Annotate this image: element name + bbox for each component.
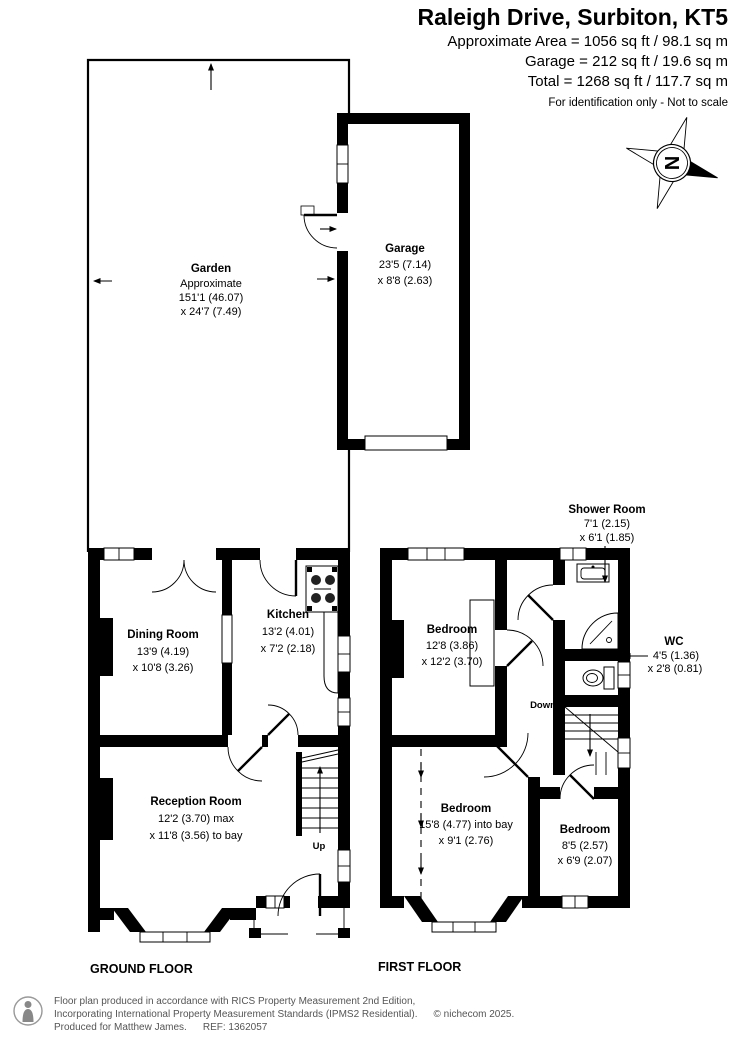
garden-dim-2: x 24'7 (7.49) (180, 306, 242, 318)
garage-dim-2: x 8'8 (2.63) (377, 275, 433, 287)
kitchen-garden-door (260, 560, 296, 596)
middle-wall (100, 735, 338, 747)
wc-window (618, 662, 630, 688)
footer-standards: Incorporating International Property Measurement Standards (IPMS2 Residential). (54, 1009, 418, 1020)
chimney-breast-reception (100, 778, 113, 840)
wc-label: WC (664, 636, 684, 648)
bedroom2-dim-2: x 9'1 (2.76) (438, 835, 494, 847)
garage-dim-1: 23'5 (7.14) (378, 259, 432, 271)
reception-bay-window (112, 908, 238, 942)
dining-room-dim-1: 13'9 (4.19) (136, 646, 190, 658)
dining-top-window (104, 548, 134, 560)
garden-approx: Approximate (180, 278, 242, 290)
compass-icon (612, 103, 733, 224)
shower-room-door (518, 585, 553, 620)
reception-door (228, 747, 262, 781)
stairs-down (530, 700, 618, 775)
wc-dim-2: x 2'8 (0.81) (647, 663, 703, 675)
toilet (583, 667, 614, 689)
bedroom3-door (560, 765, 594, 799)
french-doors (152, 560, 216, 592)
kitchen-hall-door (268, 705, 298, 735)
bedroom1-dim-1: 12'8 (3.86) (425, 640, 479, 652)
chimney-breast-bedroom1 (392, 620, 404, 678)
landing-wall-lower (495, 666, 507, 747)
garage-window (337, 145, 348, 183)
up-label: Up (312, 841, 326, 852)
kitchen-dim-2: x 7'2 (2.18) (260, 643, 316, 655)
kitchen-window-1 (338, 636, 350, 672)
shower-room-dim-2: x 6'1 (1.85) (579, 532, 635, 544)
bedroom1-window (408, 548, 464, 560)
wc-stairs-wall (565, 695, 630, 707)
total-area-line: Total = 1268 sq ft / 117.7 sq m (527, 73, 728, 90)
bedroom3-label: Bedroom (559, 824, 611, 836)
footer-line-3 (54, 1021, 514, 1034)
garden (88, 60, 349, 552)
bedroom1-label: Bedroom (426, 624, 478, 636)
stove (306, 566, 338, 612)
garage-door (365, 436, 447, 450)
kitchen-dim-1: 13'2 (4.01) (261, 626, 315, 638)
bedroom1-dim-2: x 12'2 (3.70) (421, 656, 483, 668)
shower-room-dim-1: 7'1 (2.15) (583, 518, 631, 530)
porch (249, 908, 350, 938)
first-floor-label: FIRST FLOOR (378, 960, 462, 974)
chimney-breast-dining (100, 618, 113, 676)
landing-right-wall (553, 649, 565, 775)
serving-hatch (222, 615, 232, 663)
bedroom2-dim-1: 15'8 (4.77) into bay (419, 819, 513, 831)
garage-area-line: Garage = 212 sq ft / 19.6 sq m (524, 53, 728, 70)
kitchen-label: Kitchen (266, 609, 310, 621)
bedroom3-window (562, 896, 588, 908)
kitchen-window-2 (338, 698, 350, 726)
kitchen-counter (324, 612, 338, 693)
reception-dim-1: 12'2 (3.70) max (157, 813, 235, 825)
shower-room-label: Shower Room (568, 504, 646, 516)
hall-front-window (266, 896, 284, 908)
shower (582, 613, 618, 649)
footer-line-2 (54, 1008, 514, 1021)
down-label: Down (530, 700, 556, 711)
bedroom1-door (507, 630, 543, 666)
reception-room-label: Reception Room (150, 796, 242, 808)
footer-text (54, 995, 514, 1034)
dining-room-dim-2: x 10'8 (3.26) (132, 662, 194, 674)
sink (577, 564, 609, 582)
garden-label: Garden (190, 263, 232, 275)
garden-dim-1: 151'1 (46.07) (178, 292, 244, 304)
shower-room-window (560, 548, 586, 560)
footer (12, 995, 514, 1034)
garage (301, 113, 470, 450)
front-door (278, 874, 320, 916)
hall-window (338, 850, 350, 882)
person-icon (12, 995, 44, 1031)
shower-wc-wall (565, 649, 630, 661)
wc-dim-1: 4'5 (1.36) (652, 650, 700, 662)
bedroom1-bedroom2-wall (392, 735, 495, 747)
bedroom2-bedroom3-wall (528, 777, 540, 908)
bedroom3-dim-1: 8'5 (2.57) (561, 840, 609, 852)
dining-room-label: Dining Room (127, 629, 199, 641)
copyright: © nichecom 2025. (433, 1009, 515, 1020)
ground-floor-plan (88, 548, 350, 976)
garage-side-door (301, 206, 337, 248)
bedroom3-dim-2: x 6'9 (2.07) (557, 855, 613, 867)
compass-north-label: N (660, 155, 682, 171)
garage-label: Garage (385, 243, 425, 255)
bedroom2-bay-window (404, 896, 524, 932)
landing-wall-upper (495, 548, 507, 630)
shower-wall-upper (553, 560, 565, 585)
ground-floor-label: GROUND FLOOR (90, 962, 193, 976)
page-title: Raleigh Drive, Surbiton, KT5 (417, 4, 728, 30)
approx-area-line: Approximate Area = 1056 sq ft / 98.1 sq m (447, 33, 728, 50)
shower-wall-lower (553, 620, 565, 649)
bedroom2-label: Bedroom (440, 803, 492, 815)
reception-dim-2: x 11'8 (3.56) to bay (149, 830, 243, 842)
first-floor-plan (378, 504, 702, 974)
footer-line-1: Floor plan produced in accordance with RICS Property Measurement 2nd Edition, (54, 996, 416, 1007)
disclaimer: For identification only - Not to scale (548, 97, 728, 109)
reference-number: REF: 1362057 (202, 1022, 268, 1033)
stairs-up (296, 750, 338, 852)
stairs-window (618, 738, 630, 768)
produced-for: Produced for Matthew James. (54, 1022, 187, 1033)
